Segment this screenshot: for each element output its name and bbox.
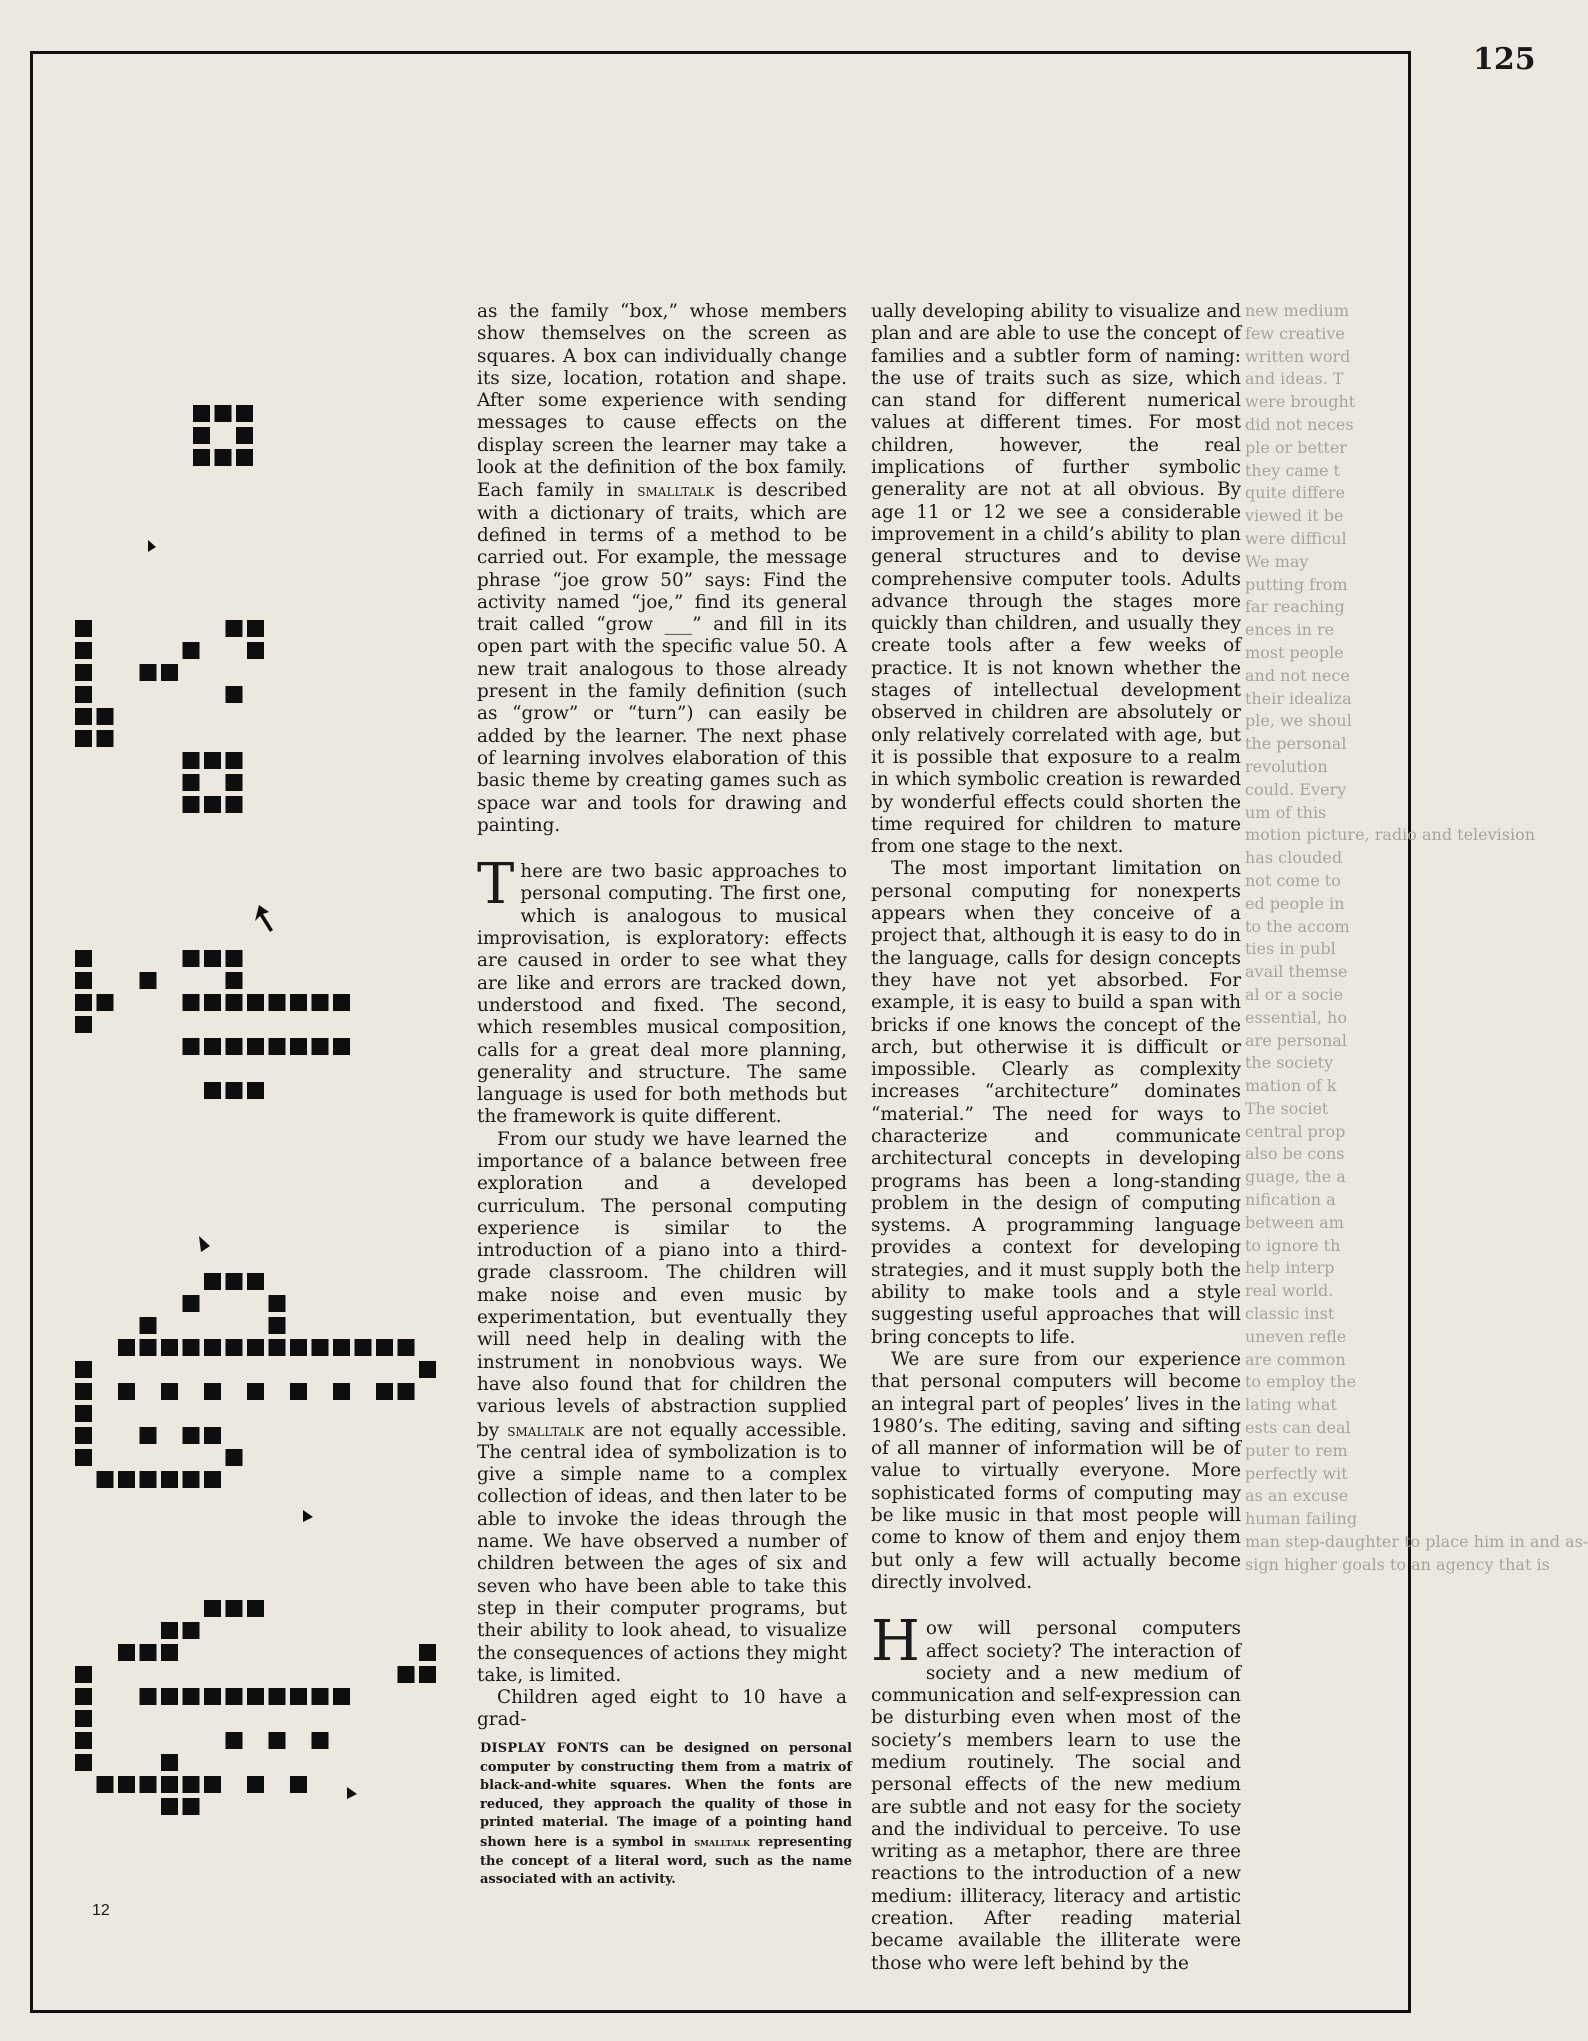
font-pixel (226, 1082, 243, 1099)
font-pixel (140, 1339, 157, 1356)
font-pixel (236, 427, 253, 444)
show-through-line: the personal (1245, 734, 1347, 754)
text-column-left (477, 301, 847, 1732)
font-pixel (183, 1798, 200, 1815)
font-pixel (269, 1339, 286, 1356)
show-through-line: central prop (1245, 1121, 1346, 1141)
font-pixel (75, 1732, 92, 1749)
show-through-line: help interp (1245, 1258, 1335, 1278)
font-pixel (161, 1622, 178, 1639)
font-pixel (226, 1038, 243, 1055)
show-through-line: nification a (1245, 1190, 1336, 1210)
font-pixel (140, 972, 157, 989)
font-pixel (193, 427, 210, 444)
show-through-line: ple, we shoul (1245, 711, 1352, 731)
font-pixel (161, 1688, 178, 1705)
font-pixel (75, 1427, 92, 1444)
font-pixel (333, 1339, 350, 1356)
show-through-line: lating what (1245, 1395, 1337, 1415)
font-pixel (247, 1038, 264, 1055)
show-through-line: written word (1245, 346, 1351, 366)
font-pixel (204, 994, 221, 1011)
font-pixel (204, 796, 221, 813)
smalltalk-term: smalltalk (507, 1419, 585, 1440)
font-pixel (140, 664, 157, 681)
font-pixel (204, 1383, 221, 1400)
font-pixel (118, 1644, 135, 1661)
show-through-line: not come to (1245, 870, 1341, 890)
font-pixel (312, 1339, 329, 1356)
show-through-line: mation of k (1245, 1076, 1337, 1096)
font-pixel (204, 1471, 221, 1488)
font-pixel (118, 1383, 135, 1400)
font-pixel (75, 1710, 92, 1727)
font-pixel (183, 1339, 200, 1356)
show-through-line: ple or better (1245, 437, 1347, 457)
show-through-line: uneven refle (1245, 1326, 1347, 1346)
show-through-line: did not neces (1245, 414, 1354, 434)
font-pixel (398, 1666, 415, 1683)
font-pixel (161, 664, 178, 681)
font-pixel (226, 774, 243, 791)
font-pixel (226, 1449, 243, 1466)
font-pixel (226, 752, 243, 769)
show-through-line: al or a socie (1245, 984, 1344, 1004)
font-pixel (183, 642, 200, 659)
font-pixel (140, 1471, 157, 1488)
show-through-line: The societ (1245, 1098, 1329, 1118)
font-pixel (226, 1339, 243, 1356)
font-pixel (290, 1038, 307, 1055)
font-pixel (247, 1776, 264, 1793)
show-through-line: to ignore th (1245, 1235, 1341, 1255)
font-pixel (183, 1038, 200, 1055)
font-pixel (183, 1688, 200, 1705)
font-pixel (333, 994, 350, 1011)
font-pixel (183, 994, 200, 1011)
show-through-line: could. Every (1245, 779, 1347, 799)
font-pixel (75, 1688, 92, 1705)
smalltalk-term: smalltalk (637, 480, 715, 501)
paragraph: We are sure from our experience that personal computers will become an integral part of peoples’ lives in the 1980’s. The editing, saving and sifting of all manner of information will be of value to virtually everyone. More sophisticated forms of computing may be like music in that most people will come to know of them and enjoy them but only a few will actually become directly involved. (871, 1348, 1241, 1593)
font-pixel (183, 1776, 200, 1793)
font-pixel (118, 1339, 135, 1356)
font-pixel (161, 1798, 178, 1815)
font-pixel (247, 1688, 264, 1705)
font-pixel (247, 1383, 264, 1400)
font-pixel (290, 1688, 307, 1705)
caption-lead: DISPLAY FONTS (480, 1741, 610, 1756)
font-pixel (183, 1471, 200, 1488)
show-through-line: viewed it be (1245, 506, 1344, 526)
text-column-right (871, 301, 1241, 1975)
font-pixel (183, 774, 200, 791)
font-pixel (75, 1449, 92, 1466)
show-through-line: are personal (1245, 1030, 1347, 1050)
show-through-line: between am (1245, 1212, 1344, 1232)
paragraph: as the family “box,” whose members show themselves on the screen as squares. A box can individually change its size, location, rotation and shape. After some experience with sending messages to cause effects on the display screen the learner may take a look at the definition of the box family. Each family in smalltalk is described with a dictionary of traits, which are defined in terms of a method to be carried out. For example, the message phrase “joe grow 50” says: Find the activity named “joe,” find its general trait called “grow ___” and fill in its open part with the specific value 50. A new trait analogous to those already present in the family definition (such as “grow” or “turn”) can easily be added by the learner. The next phase of learning involves elaboration of this basic theme by creating games such as space war and tools for drawing and painting. (477, 301, 847, 836)
font-pixel (183, 1622, 200, 1639)
font-pixel (193, 405, 210, 422)
font-pixel (226, 972, 243, 989)
font-pixel (333, 1038, 350, 1055)
font-pixel (247, 1600, 264, 1617)
show-through-line: human failing (1245, 1509, 1358, 1529)
font-pixel (204, 1339, 221, 1356)
font-pixel (215, 405, 232, 422)
figure-caption: DISPLAY FONTS can be designed on personal computer by constructing them from a matrix of black-and-white squares. When the fonts are reduced, they approach the quality of those in printed material. The image of a pointing hand shown here is a symbol in smalltalk representing the concept of a literal word, such as the name associated with an activity. (480, 1741, 852, 1888)
smalltalk-term: smalltalk (694, 1834, 750, 1849)
show-through-line: puter to rem (1245, 1440, 1348, 1460)
show-through-line: real world. (1245, 1281, 1334, 1301)
font-pixel (236, 405, 253, 422)
font-pixel (269, 1732, 286, 1749)
font-pixel (419, 1361, 436, 1378)
font-pixel (183, 1295, 200, 1312)
show-through-line: the society (1245, 1053, 1334, 1073)
font-pixel (204, 1273, 221, 1290)
font-pixel (140, 1644, 157, 1661)
show-through-line: man step-daughter to place him in and as- (1245, 1532, 1588, 1552)
drop-cap: T (477, 852, 515, 918)
font-pixel (247, 620, 264, 637)
paragraph: There are two basic approaches to personal computing. The first one, which is analogous to musical improvisation, is exploratory: effects are caused in order to see what they are like and errors are tracked down, understood and fixed. The second, which resembles musical composition, calls for a great deal more planning, generality and structure. The same language is used for both methods but the framework is quite different. (477, 852, 847, 1128)
font-pixel (204, 950, 221, 967)
show-through-line: to employ the (1245, 1372, 1357, 1392)
pointer-arrow-icon (148, 540, 156, 552)
show-through-line: their idealiza (1245, 688, 1352, 708)
pointer-arrow-icon (347, 1787, 357, 1799)
font-pixel (247, 1082, 264, 1099)
show-through-line: perfectly wit (1245, 1463, 1348, 1483)
font-pixel (183, 752, 200, 769)
show-through-line: far reaching (1245, 597, 1345, 617)
font-pixel (118, 1776, 135, 1793)
font-pixel (75, 620, 92, 637)
show-through-line: and ideas. T (1245, 369, 1344, 389)
font-pixel (376, 1339, 393, 1356)
font-pixel (333, 1688, 350, 1705)
font-pixel (204, 1776, 221, 1793)
font-pixel (204, 1427, 221, 1444)
font-pixel (247, 1339, 264, 1356)
font-pixel (236, 449, 253, 466)
font-pixel (97, 994, 114, 1011)
show-through-line: were brought (1245, 392, 1356, 412)
font-pixel (75, 950, 92, 967)
font-pixel (269, 1038, 286, 1055)
drop-cap: H (871, 1609, 920, 1675)
font-pixel (75, 686, 92, 703)
show-through-line: new medium (1245, 301, 1350, 320)
font-pixel (269, 1688, 286, 1705)
pointer-arrow-icon (255, 905, 273, 932)
show-through-line: ests can deal (1245, 1418, 1351, 1438)
font-pixel (161, 1339, 178, 1356)
font-pixel (312, 1732, 329, 1749)
show-through-line: sign higher goals to an agency that is (1245, 1554, 1550, 1574)
font-pixel (161, 1776, 178, 1793)
font-pixel (97, 708, 114, 725)
page-number: 125 (1473, 42, 1536, 77)
font-pixel (269, 1295, 286, 1312)
show-through-text (1245, 300, 1588, 1574)
font-pixel (75, 1383, 92, 1400)
font-pixel (193, 449, 210, 466)
font-pixel (140, 1776, 157, 1793)
font-pixel (226, 1688, 243, 1705)
font-pixel (75, 730, 92, 747)
font-pixel (75, 994, 92, 1011)
font-pixel (247, 994, 264, 1011)
font-pixel (118, 1471, 135, 1488)
pixel-font-matrix (60, 380, 440, 1860)
show-through-line: also be cons (1245, 1144, 1345, 1164)
font-pixel (75, 972, 92, 989)
font-pixel (226, 686, 243, 703)
font-pixel (419, 1644, 436, 1661)
font-pixel (226, 620, 243, 637)
font-pixel (161, 1644, 178, 1661)
show-through-line: avail themse (1245, 962, 1348, 982)
font-pixel (398, 1383, 415, 1400)
font-pixel (75, 1016, 92, 1033)
font-pixel (398, 1339, 415, 1356)
show-through-line: quite differe (1245, 483, 1345, 503)
show-through-line: ed people in (1245, 893, 1345, 913)
font-pixel (269, 1317, 286, 1334)
paragraph: How will personal computers affect society? The interaction of society and a new medium of communication and self-expression can be disturbing even when most of the society’s members learn to use the medium routinely. The social and personal effects of the new medium are subtle and not easy for the society and the individual to perceive. To use writing as a metaphor, there are three reactions to the introduction of a new medium: illiteracy, literacy and artistic creation. After reading material became available the illiterate were those who were left behind by the (871, 1609, 1241, 1974)
font-pixel (226, 1273, 243, 1290)
show-through-line: classic inst (1245, 1304, 1335, 1324)
font-pixel (312, 1038, 329, 1055)
font-pixel (183, 950, 200, 967)
font-pixel (140, 1317, 157, 1334)
show-through-line: essential, ho (1245, 1007, 1347, 1027)
show-through-line: few creative (1245, 323, 1345, 343)
font-pixel (247, 642, 264, 659)
font-pixel (226, 950, 243, 967)
font-pixel (161, 1383, 178, 1400)
paragraph: Children aged eight to 10 have a grad- (477, 1687, 847, 1731)
font-pixel (75, 664, 92, 681)
font-pixel (97, 730, 114, 747)
font-pixel (215, 449, 232, 466)
font-pixel (75, 642, 92, 659)
font-pixel (97, 1776, 114, 1793)
font-pixel (75, 1361, 92, 1378)
font-pixel (75, 1405, 92, 1422)
font-pixel (183, 1427, 200, 1444)
font-pixel (290, 994, 307, 1011)
show-through-line: motion picture, radio and television (1245, 825, 1536, 845)
font-pixel (269, 994, 286, 1011)
font-pixel (204, 1688, 221, 1705)
show-through-line: ties in publ (1245, 939, 1336, 959)
font-pixel (226, 796, 243, 813)
font-pixel (75, 708, 92, 725)
show-through-line: guage, the a (1245, 1167, 1346, 1187)
font-pixel (97, 1471, 114, 1488)
font-pixel (312, 1688, 329, 1705)
paragraph: ually developing ability to visualize and plan and are able to use the concept of families and a subtler form of naming: the use of traits such as size, which can stand for different numerical values at different times. For most children, however, the real implications of further symbolic generality are not at all obvious. By age 11 or 12 we see a considerable improvement in a child’s ability to plan general structures and to devise comprehensive computer tools. Adults advance through the stages more quickly than children, and usually they create tools after a few weeks of practice. It is not known whether the stages of intellectual development observed in children are absolutely or only relatively correlated with age, but it is possible that exposure to a realm in which symbolic creation is rewarded by wonderful effects could shorten the time required for children to mature from one stage to the next. (871, 301, 1241, 858)
font-pixel (204, 1038, 221, 1055)
font-pixel (419, 1666, 436, 1683)
font-pixel (204, 752, 221, 769)
font-pixel (226, 1600, 243, 1617)
font-pixel (376, 1383, 393, 1400)
show-through-line: revolution (1245, 756, 1328, 776)
font-pixel (140, 1427, 157, 1444)
show-through-line: and not nece (1245, 665, 1350, 685)
font-pixel (333, 1383, 350, 1400)
font-pixel (75, 1666, 92, 1683)
font-pixel (290, 1339, 307, 1356)
font-pixel (312, 994, 329, 1011)
font-pixel (290, 1776, 307, 1793)
show-through-line: ences in re (1245, 620, 1335, 640)
font-pixel (226, 994, 243, 1011)
show-through-line: to the accom (1245, 916, 1350, 936)
pointer-arrow-icon (199, 1236, 210, 1252)
display-font-illustration (60, 380, 440, 1860)
font-pixel (183, 796, 200, 813)
show-through-line: most people (1245, 642, 1344, 662)
font-pixel (355, 1339, 372, 1356)
font-pixel (161, 1754, 178, 1771)
show-through-line: putting from (1245, 574, 1348, 594)
font-pixel (204, 1600, 221, 1617)
show-through-line: they came t (1245, 460, 1340, 480)
font-pixel (75, 1754, 92, 1771)
font-pixel (204, 1082, 221, 1099)
font-pixel (290, 1383, 307, 1400)
paragraph: From our study we have learned the importance of a balance between free exploration and a developed curriculum. The personal computing experience is similar to the introduction of a piano into a third-grade classroom. The children will make noise and even music by experimentation, but eventually they will need help in dealing with the instrument in nonobvious ways. We have also found that for children the various levels of abstraction supplied by smalltalk are not equally accessible. The central idea of symbolization is to give a simple name to a complex collection of ideas, and then later to be able to invoke the ideas through the name. We have observed a number of children between the ages of six and seven who have been able to take this step in their computer programs, but their ability to look ahead, to visualize the consequences of actions they might take, is limited. (477, 1128, 847, 1686)
show-through-line: um of this (1245, 802, 1327, 822)
folio-number: 12 (92, 1902, 110, 1919)
show-through-line: were difficul (1245, 528, 1347, 548)
show-through-line: are common (1245, 1349, 1346, 1369)
show-through-line: has clouded (1245, 848, 1343, 868)
show-through-line: We may (1245, 551, 1309, 571)
paragraph: The most important limitation on personal computing for nonexperts appears when they conceive of a project that, although it is easy to do in the language, calls for design concepts they have not yet absorbed. For example, it is easy to build a span with bricks if one knows the concept of the arch, but otherwise it is difficult or impossible. Clearly as complexity increases “architecture” dominates “material.” The need for ways to characterize and communicate architectural concepts in developing programs has been a long-standing problem in the design of computing systems. A programming language provides a context for developing strategies, and it must supply both the ability to make tools and a style suggesting useful approaches that will bring concepts to life. (871, 858, 1241, 1348)
font-pixel (247, 1273, 264, 1290)
font-pixel (140, 1688, 157, 1705)
font-pixel (226, 1732, 243, 1749)
show-through-line: as an excuse (1245, 1486, 1349, 1506)
pointer-arrow-icon (303, 1510, 313, 1522)
font-pixel (161, 1471, 178, 1488)
